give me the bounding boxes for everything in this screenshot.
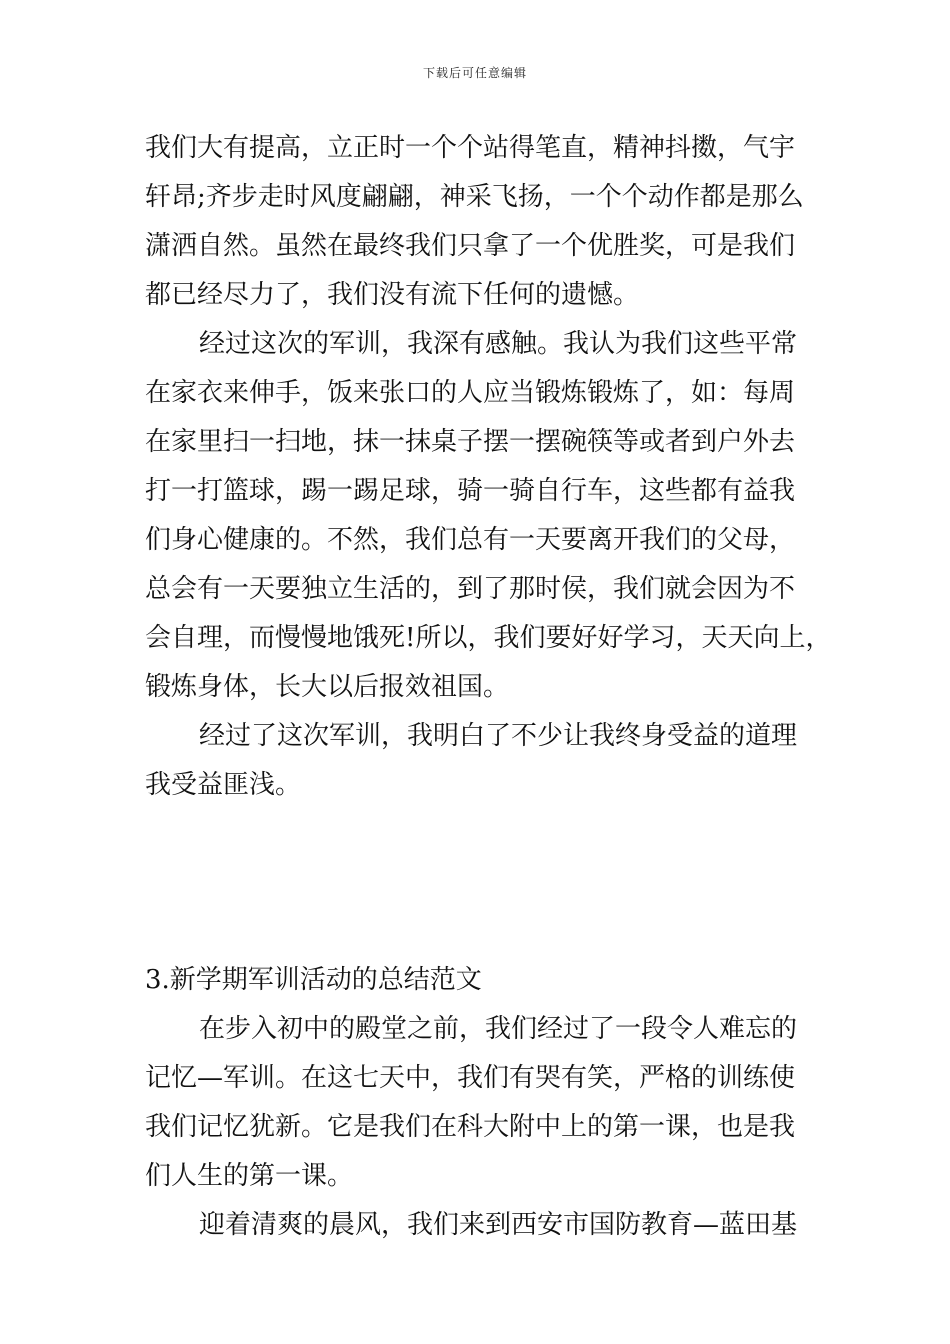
text-line: 会自理，而慢慢地饿死!所以，我们要好好学习，天天向上， <box>145 623 832 653</box>
section-heading: 3.新学期军训活动的总结范文 <box>145 965 482 995</box>
text-line: 我受益匪浅。 <box>145 770 302 800</box>
text-line: 潇洒自然。虽然在最终我们只拿了一个优胜奖，可是我们 <box>145 231 796 261</box>
paragraph <box>145 1005 825 1201</box>
text-line: 们身心健康的。不然，我们总有一天要离开我们的父母， <box>145 525 796 555</box>
paragraph <box>145 124 825 320</box>
text-line: 总会有一天要独立生活的，到了那时侯，我们就会因为不 <box>145 574 796 604</box>
section-spacer <box>145 810 825 956</box>
text-line: 我们大有提高，立正时一个个站得笔直，精神抖擞，气宇 <box>145 133 796 163</box>
paragraph <box>145 1201 825 1250</box>
text-line: 我们记忆犹新。它是我们在科大附中上的第一课，也是我 <box>145 1112 796 1142</box>
text-line: 锻炼身体，长大以后报效祖国。 <box>145 672 510 702</box>
text-line: 都已经尽力了，我们没有流下任何的遗憾。 <box>145 280 640 310</box>
text-line: 打一打篮球，踢一踢足球，骑一骑自行车，这些都有益我 <box>145 476 796 506</box>
paragraph <box>145 712 825 810</box>
text-line: 们人生的第一课。 <box>145 1161 354 1191</box>
text-line: 在家里扫一扫地，抹一抹桌子摆一摆碗筷等或者到户外去 <box>145 427 796 457</box>
text-line: 经过这次的军训，我深有感触。我认为我们这些平常 <box>199 329 798 359</box>
text-line: 在步入初中的殿堂之前，我们经过了一段令人难忘的 <box>199 1014 798 1044</box>
text-line: 在家衣来伸手，饭来张口的人应当锻炼锻炼了，如：每周 <box>145 378 796 408</box>
page-header: 下载后可任意编辑 <box>422 66 527 80</box>
text-line: 记忆—军训。在这七天中，我们有哭有笑，严格的训练使 <box>145 1063 796 1093</box>
text-line: 经过了这次军训，我明白了不少让我终身受益的道理 <box>199 721 798 751</box>
paragraph <box>145 320 832 712</box>
text-line: 轩昂;齐步走时风度翩翩，神采飞扬，一个个动作都是那么 <box>145 182 804 212</box>
text-line: 迎着清爽的晨风，我们来到西安市国防教育—蓝田基 <box>199 1210 798 1240</box>
document-body <box>145 124 832 1250</box>
